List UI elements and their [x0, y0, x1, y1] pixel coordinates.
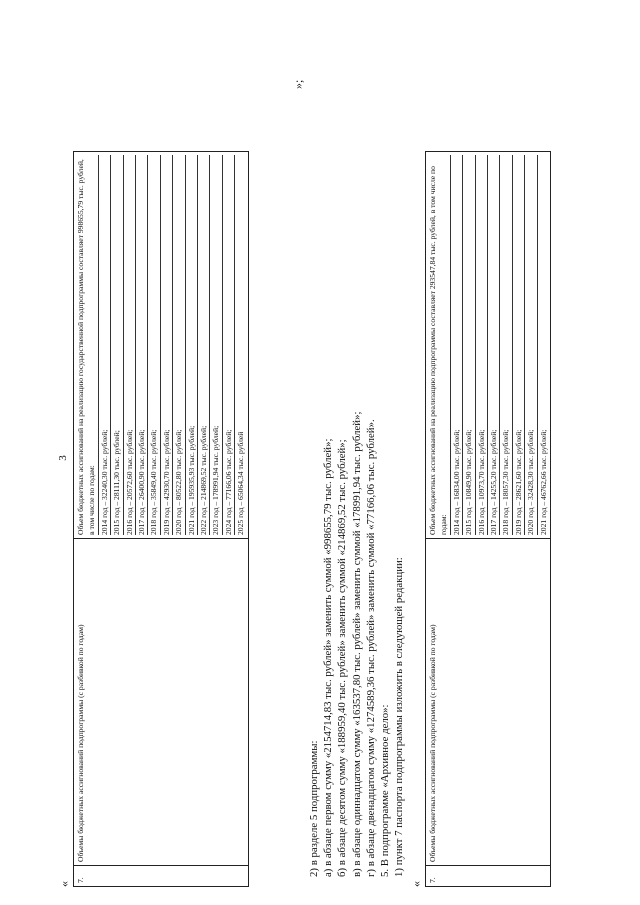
year-line: 2016 год – 20572,60 тыс. рублей;: [124, 155, 136, 535]
year-line: 2018 год – 18057,30 тыс. рублей;: [500, 155, 512, 535]
summary-text: Объем бюджетных ассигнований на реализацию государственной подпрограммы составляет 998655,79 тыс. рублей, в том числе по годам:: [75, 155, 99, 535]
year-line: 2014 год – 16834,00 тыс. рублей;: [451, 155, 463, 535]
row-label: Объемы бюджетных ассигнований подпрограммы (с разбивкой по годам): [426, 539, 551, 866]
year-line: 2022 год – 214869,52 тыс. рублей;: [198, 155, 210, 535]
row-value: [74, 152, 249, 539]
year-line: 2015 год – 10849,90 тыс. рублей;: [463, 155, 475, 535]
year-line: 2016 год – 10973,70 тыс. рублей;: [476, 155, 488, 535]
text-line: 2) в разделе 5 подпрограммы:: [308, 740, 320, 877]
year-line: 2024 год – 77166,06 тыс. рублей;: [223, 155, 235, 535]
row-number: 7.: [74, 866, 249, 887]
passport-table-2: [425, 151, 551, 887]
rotated-page-content: [55, 17, 585, 887]
year-line: 2019 год – 28621,60 тыс. рублей;: [513, 155, 525, 535]
year-line: 2017 год – 26400,90 тыс. рублей;: [136, 155, 148, 535]
text-line: в) в абзаце одиннадцатом сумму «163537,80 тыс. рублей» заменить суммой «178991,94 тыс. рублей»;: [350, 411, 363, 877]
passport-table-1: [73, 151, 249, 887]
row-label: Объемы бюджетных ассигнований подпрограммы (с разбивкой по годам): [74, 539, 249, 866]
text-line: а) в абзаце первом сумму «2154714,83 тыс. рублей» заменить суммой «998655,79 тыс. рублей»;: [322, 438, 335, 877]
year-line: 2015 год – 28111,30 тыс. рублей;: [111, 155, 123, 535]
summary-text: Объем бюджетных ассигнований на реализацию подпрограммы составляет 293547,84 тыс. рублей, в том числе по годам:: [427, 155, 451, 535]
year-line: 2021 год – 46762,66 тыс. рублей;: [538, 429, 548, 535]
text-line: б) в абзаце десятом сумму «188959,40 тыс. рублей» заменить суммой «214869,52 тыс. рублей»;: [336, 439, 349, 877]
year-line: 2018 год – 35849,40 тыс. рублей;: [148, 155, 160, 535]
year-line: 2021 год – 195935,93 тыс. рублей;: [186, 155, 198, 535]
page-number: 3: [56, 455, 69, 461]
year-line: 2014 год – 32240,30 тыс. рублей;: [99, 155, 111, 535]
year-line: 2023 год – 178991,94 тыс. рублей;: [210, 155, 222, 535]
open-quote-2: «: [409, 881, 423, 887]
amendment-text: [307, 412, 406, 877]
year-line: 2020 год – 80522,80 тыс. рублей;: [173, 155, 185, 535]
open-quote-1: «: [57, 881, 71, 887]
text-line: 5. В подпрограмме «Архивное дело»:: [379, 704, 392, 877]
row-value: [426, 152, 551, 539]
year-line: 2025 год – 65064,34 тыс. рублей: [236, 431, 246, 535]
year-line: 2020 год – 32428,30 тыс. рублей;: [525, 155, 537, 535]
year-line: 2017 год – 14255,20 тыс. рублей;: [488, 155, 500, 535]
row-number: 7.: [426, 866, 551, 887]
text-line: г) в абзаце двенадцатом сумму «1274589,36 тыс. рублей» заменить суммой «77166,06 тыс. рублей».: [364, 419, 377, 877]
year-line: 2019 год – 42930,70 тыс. рублей;: [161, 155, 173, 535]
close-quote-1: »;: [291, 79, 305, 89]
text-line: 1) пункт 7 паспорта подпрограммы изложить в следующей редакции:: [393, 557, 406, 877]
